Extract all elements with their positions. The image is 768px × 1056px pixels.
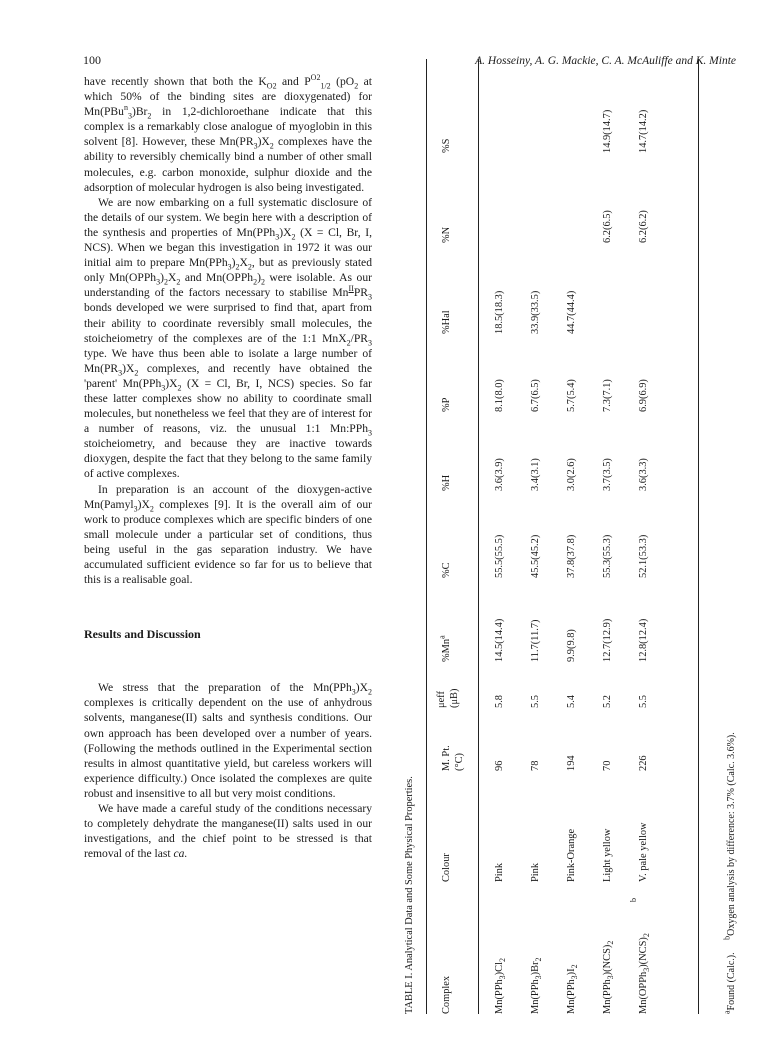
table-cell-c: 55.3(55.3) <box>602 534 613 578</box>
table-cell-mn: 11.7(11.7) <box>530 619 541 662</box>
table-cell-ueff: 5.5 <box>638 695 649 708</box>
table-cell-n: 6.2(6.2) <box>638 210 649 243</box>
table-cell-complex: $Mn(PPh_3)Br_2$ <box>530 957 544 1014</box>
table-cell-complex: $Mn(PPh_3)(NCS)_2$ <box>602 940 616 1014</box>
table-cell-s: 14.7(14.2) <box>638 109 649 153</box>
body-text-column <box>84 74 372 861</box>
col-head-mn: %Mn$^a$ <box>437 635 452 662</box>
table-cell-mn: 14.5(14.4) <box>494 618 505 662</box>
running-head: A. Hosseiny, A. G. Mackie, C. A. McAuliffe and K. Minte <box>475 55 736 67</box>
table-cell-colour: Light yellow <box>602 828 613 882</box>
table-cell-s: 14.9(14.7) <box>602 109 613 153</box>
col-head-s: %S <box>441 138 452 153</box>
paragraph-1: have recently shown that both the $K_{O2}$ and $P^{O2}_{1/2}$ ($pO_2$ at which 50% of the binding sites are dioxygenated) for $Mn(PBu^n_3)Br_2$ in 1,2-dichloroethane indicate that this complex is a remarkably close analogue of myoglobin in this solvent [8]. However, these $Mn(PR_3)X_2$ complexes have the ability to reversibly chemically bind a number of other small molecules, e.g. carbon monoxide, sulphur dioxide and the adsorption of molecular hydrogen is also being investigated. <box>84 73 373 194</box>
col-head-c: %C <box>441 562 452 578</box>
table-cell-h: 3.6(3.3) <box>638 458 649 491</box>
table-caption: TABLE I. Analytical Data and Some Physical Properties. <box>404 776 415 1014</box>
table-cell-mpt: 78 <box>530 760 541 771</box>
section-heading: Results and Discussion <box>84 627 201 642</box>
table-cell-mn: 12.7(12.9) <box>602 618 613 662</box>
paragraph-3: In preparation is an account of the dioxygen-active $Mn(Pamyl_3)X_2$ complexes [9]. It is the overall aim of our work to produce complexes which are specific binders of one small molecule under a particular set of conditions, thus being useful in the gas separation industry. We have accumulated sufficient evidence so far for us to believe that this is a realisable goal. <box>84 482 372 587</box>
table-cell-c: 52.1(53.3) <box>638 534 649 578</box>
col-head-hal: %Hal <box>441 310 452 334</box>
table-cell-p: 6.9(6.9) <box>638 379 649 412</box>
table-cell-p: 5.7(5.4) <box>566 379 577 412</box>
table-cell-h: 3.7(3.5) <box>602 458 613 491</box>
table-cell-p: 6.7(6.5) <box>530 379 541 412</box>
table-footnotes: $^a$Found (Calc.). $^b$Oxygen analysis by difference: 3.7% (Calc. 3.6%). <box>722 732 737 1014</box>
table-cell-complex: $Mn(OPPh_3)(NCS)_2$ <box>638 933 652 1014</box>
table-cell-hal: 33.9(33.5) <box>530 290 541 334</box>
table-cell-p: 7.3(7.1) <box>602 379 613 412</box>
table-cell-colour: Pink-Orange <box>566 828 577 882</box>
table-cell-h: 3.0(2.6) <box>566 458 577 491</box>
table-cell-complex: $Mn(PPh_3)I_2$ <box>566 964 580 1014</box>
col-head-mpt: M. Pt. (°C) <box>441 745 465 771</box>
col-head-n: %N <box>441 226 452 243</box>
table-cell-ueff: 5.8 <box>494 695 505 708</box>
table-cell-ueff: 5.4 <box>566 695 577 708</box>
table-cell-mn: 9.9(9.8) <box>566 629 577 662</box>
col-head-complex: Complex <box>441 975 452 1014</box>
table-header-rule <box>478 59 479 1014</box>
table-cell-c: 55.5(55.5) <box>494 534 505 578</box>
table-cell-colour: Pink <box>530 862 541 882</box>
table-cell-mpt: 226 <box>638 755 649 771</box>
table-cell-n: 6.2(6.5) <box>602 210 613 243</box>
table-cell-h: 3.6(3.9) <box>494 458 505 491</box>
table-cell-c: 45.5(45.2) <box>530 534 541 578</box>
table-cell-mn: 12.8(12.4) <box>638 618 649 662</box>
table-cell-mpt: 96 <box>494 760 505 771</box>
table-cell-ueff: 5.5 <box>530 695 541 708</box>
table-cell-hal: 44.7(44.4) <box>566 290 577 334</box>
table-cell-mpt: 194 <box>566 755 577 771</box>
table-cell-colour: Pink <box>494 862 505 882</box>
col-head-h: %H <box>441 474 452 491</box>
page-number: 100 <box>83 53 101 67</box>
col-head-colour: Colour <box>441 853 452 882</box>
table-top-rule <box>426 59 427 1014</box>
paragraph-2: We are now embarking on a full systematic disclosure of the details of our system. We begin here with a description of the synthesis and properties of $Mn(PPh_3)X_2$ (X = Cl, Br, I, NCS). When we began this investigation in 1972 it was our initial aim to prepare $Mn(PPh_3)_2X_2$, but as previously stated only $Mn(OPPh_3)_2X_2$ and $Mn(OPPh_2)_2$ were isolable. As our understanding of the factors necessary to stabilise $Mn^{II}PR_3$ bonds developed we were surprised to find that, apart from their ability to coordinate reversibly small molecules, the stoicheiometry of the complexes are of the 1:1 $MnX_2/PR_3$ type. We have thus been able to isolate a large number of $Mn(PR_3)X_2$ complexes, and recently have obtained the 'parent' $Mn(PPh_3)X_2$ (X = Cl, Br, I, NCS) species. So far these latter complexes show no ability to coordinate small molecules, but nonetheless we feel that they are of interest for a number of reasons, viz. the unusual 1:1 Mn:PPh$_3$ stoicheiometry, and because they are inactive towards dioxygen, despite the fact that they belong to the same family of active complexes. <box>84 195 373 481</box>
table-cell-colour: V. pale yellow <box>638 822 649 882</box>
paragraph-4: We stress that the preparation of the $Mn(PPh_3)X_2$ complexes is critically dependent on the use of anhydrous solvents, manganese(II) salts and synthesis conditions. Our own approach has been developed over a number of years. (Following the methods outlined in the Experimental section results in almost quantitative yield, but careless workers will experience difficulty.) Once isolated the complexes are quite robust and insensitive to all but very moist conditions. <box>84 681 372 800</box>
table-cell-mpt: 70 <box>602 760 613 771</box>
table-cell-hal: 18.5(18.3) <box>494 290 505 334</box>
table-cell-complex: $Mn(PPh_3)Cl_2$ <box>494 958 508 1014</box>
table-bottom-rule <box>698 59 699 1014</box>
rotated-table: TABLE I. Analytical Data and Some Physical Properties. Complex Colour M. Pt. (°C) μeff (μB) %Mn$^a$ %C %H %P %Hal %N %S $Mn(PPh_3)Cl_2$ Pink 96 5.8 14.5(14.4) 55.5(55.5) 3.6(3.9) 8.1(8.0) 18.5(18.3) $Mn(PPh_3)Br_2$ Pink 78 5.5 11.7(11.7) 45.5(45.2) 3.4(3.1) 6.7(6.5) 33.9(33.5) $Mn(PPh_3)I_2$ Pink-Orange 194 5.4 9.9(9.8) 37.8(37.8) 3.0(2.6) 5.7(5.4) 44.7(44.4) $Mn(PPh_3)(NCS)_2$ Light yellow 70 5.2 12.7(12.9) 55.3(55.3) 3.7(3.5) 7.3(7.1) 6.2(6.5) 14.9(14.7) $Mn(OPPh_3)(NCS)_2$ b V. pale yellow 226 5.5 12.8(12.4) 52.1(53.3) 3.6(3.3) 6.9(6.9) 6.2(6.2) 14.7(14.2) $^a$Found (Calc.). $^b$Oxygen analysis by difference: 3.7% (Calc. 3.6%). <box>398 59 754 1014</box>
col-head-ueff: μeff (μB) <box>436 688 460 708</box>
col-head-p: %P <box>441 397 452 412</box>
table-cell-ueff: 5.2 <box>602 695 613 708</box>
table-cell-c: 37.8(37.8) <box>566 534 577 578</box>
table-cell-p: 8.1(8.0) <box>494 379 505 412</box>
paragraph-5: We have made a careful study of the conditions necessary to completely dehydrate the manganese(II) salts used in our investigations, and the chief point to be stressed is that removal of the last ca. <box>84 802 372 861</box>
table-cell-h: 3.4(3.1) <box>530 458 541 491</box>
